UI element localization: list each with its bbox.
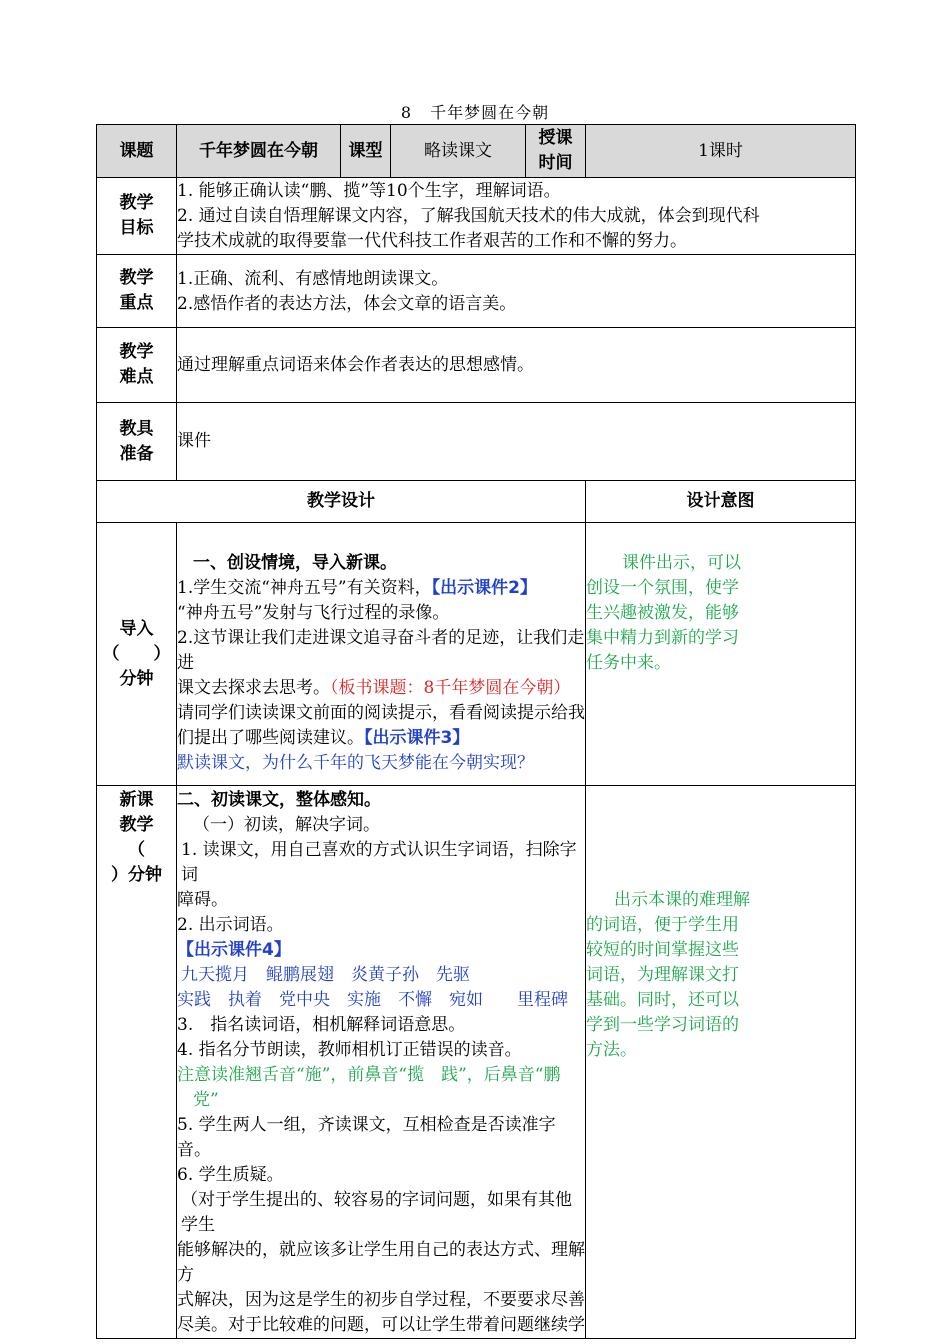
new-lesson-intent: 出示本课的难理解 的词语，便于学生用 较短的时间掌握这些 词语，为理解课文打 基础。同时，还可以 学到一些学习词语的 方法。 (586, 786, 856, 1339)
lesson-title: 千年梦圆在今朝 (430, 103, 550, 122)
vocab-line-2: 实践 执着 党中央 实施 不懈 宛如 里程碑 (177, 990, 568, 1010)
page-title (0, 103, 950, 123)
key-points-label: 教学 重点 (97, 255, 177, 328)
type-value: 略读课文 (391, 125, 526, 178)
time-label: 授课 时间 (526, 125, 586, 178)
tools-label: 教具 准备 (97, 403, 177, 481)
topic-value: 千年梦圆在今朝 (177, 125, 341, 178)
intro-label: 导入 （ ） 分钟 (97, 523, 177, 786)
new-lesson-content: 二、初读课文，整体感知。 （一）初读，解决字词。 1. 读课文，用自己喜欢的方式认识生字词语，扫除字词 障碍。 2. 出示词语。 【出示课件4】 九天揽月 鲲鹏展翅 炎黄子孙 先驱 实践 执着 党中央 实施 不懈 宛如 里程碑 3. 指名读词语，相机解释词语意思。 4. 指名分节朗读，教师相机订正错误的读音。 注意读准翘舌音“施”，前鼻音“揽 践”，后鼻音“鹏 党” 5. 学生两人一组，齐读课文，互相检查是否读准字音。 6. 学生质疑。 （对于学生提出的、较容易的字词问题，如果有其他学生 能够解决的，就应该多让学生用自己的表达方式、理解方 式解决，因为这是学生的初步自学过程，不要要求尽善 尽美。对于比较难的问题，可以让学生带着问题继续学 (177, 786, 586, 1339)
intro-content: 一、创设情境，导入新课。 1.学生交流“神舟五号”有关资料，【出示课件2】 “神舟五号”发射与飞行过程的录像。 2.这节课让我们走进课文追寻奋斗者的足迹，让我们走进 课文去探求去思考。（板书课题：8千年梦圆在今朝） 请同学们读读课文前面的阅读提示，看看阅读提示给我 们提出了哪些阅读建议。【出示课件3】 默读课文，为什么千年的飞天梦能在今朝实现？ (177, 523, 586, 786)
topic-label: 课题 (97, 125, 177, 178)
type-label: 课型 (341, 125, 391, 178)
goals-label: 教学 目标 (97, 178, 177, 255)
courseware-cue-2: 【出示课件2】 (431, 578, 537, 598)
intro-question: 默读课文，为什么千年的飞天梦能在今朝实现？ (177, 753, 534, 773)
pronunciation-note: 注意读准翘舌音“施”，前鼻音“揽 践”，后鼻音“鹏 (177, 1065, 561, 1085)
intro-heading: 一、创设情境，导入新课。 (193, 553, 397, 573)
new-lesson-label: 新课 教学 （ ）分钟 (97, 786, 177, 1339)
goals-content: 1. 能够正确认读“鹏、揽”等10个生字，理解词语。 2. 通过自读自悟理解课文内容，了解我国航天技术的伟大成就，体会到现代科 学技术成就的取得要靠一代代科技工作者艰苦的工作和不懈的努力。 (177, 178, 856, 255)
new-lesson-row (97, 786, 856, 1339)
tools-content: 课件 (177, 403, 856, 481)
design-header: 教学设计 (97, 481, 586, 523)
difficulties-row (97, 328, 856, 403)
lesson-number: 8 (400, 103, 413, 122)
intro-intent: 课件出示，可以 创设一个氛围，使学 生兴趣被激发，能够 集中精力到新的学习 任务中来。 (586, 523, 856, 786)
tools-row (97, 403, 856, 481)
header-row (97, 125, 856, 178)
lesson-plan-table (96, 124, 856, 1339)
new-lesson-heading: 二、初读课文，整体感知。 (177, 790, 381, 810)
difficulties-content: 通过理解重点词语来体会作者表达的思想感情。 (177, 328, 856, 403)
time-value: 1课时 (586, 125, 856, 178)
courseware-cue-4: 【出示课件4】 (177, 940, 291, 960)
key-points-row (97, 255, 856, 328)
design-header-row (97, 481, 856, 523)
key-points-content: 1.正确、流利、有感情地朗读课文。 2.感悟作者的表达方法，体会文章的语言美。 (177, 255, 856, 328)
board-note: （板书课题：8千年梦圆在今朝） (330, 678, 571, 698)
vocab-line-1: 九天揽月 鲲鹏展翅 炎黄子孙 先驱 (181, 965, 470, 985)
intro-row (97, 523, 856, 786)
courseware-cue-3: 【出示课件3】 (364, 728, 470, 748)
goals-row (97, 178, 856, 255)
difficulties-label: 教学 难点 (97, 328, 177, 403)
intent-header: 设计意图 (586, 481, 856, 523)
